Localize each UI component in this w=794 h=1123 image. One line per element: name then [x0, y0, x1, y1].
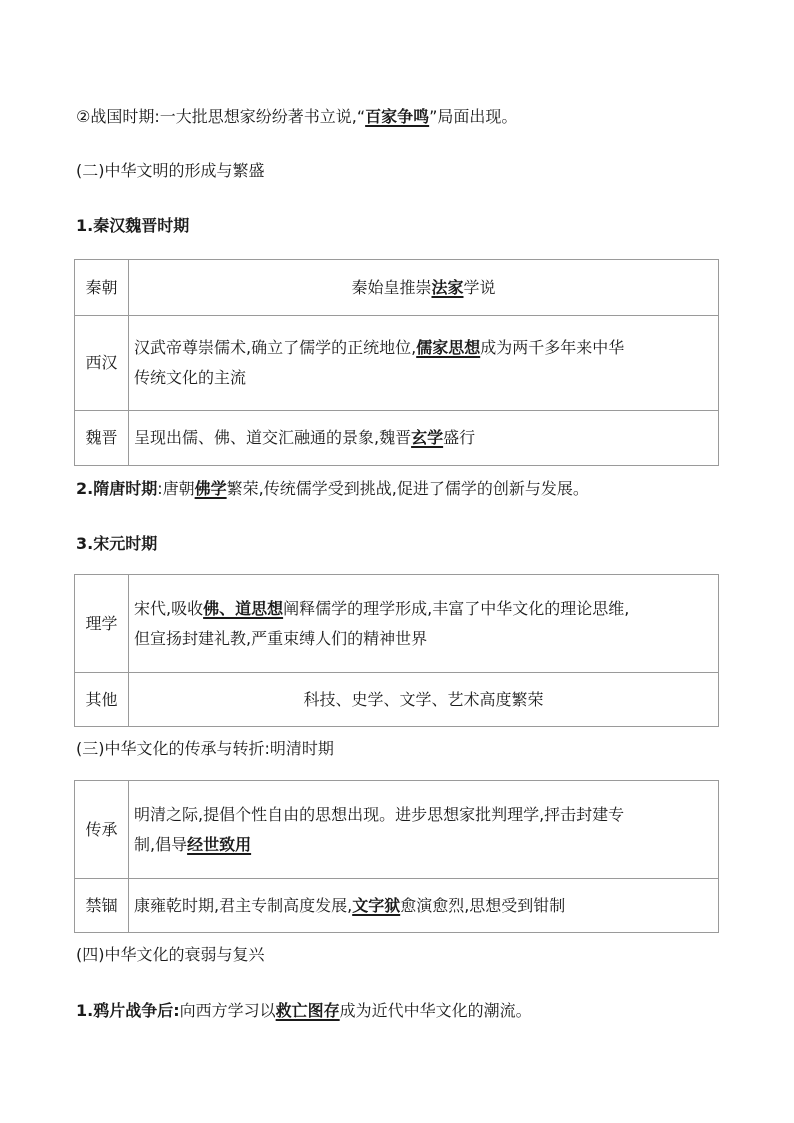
row-content: 宋代,吸收佛、道思想阐释儒学的理学形成,丰富了中华文化的理论思维, 但宣扬封建礼教,严重束缚人们的精神世界 — [129, 575, 719, 673]
keyword: 法家 — [431, 277, 464, 297]
keyword: 佛、道思想 — [203, 598, 284, 618]
table-ming-qing — [74, 780, 719, 933]
row-label: 西汉 — [75, 316, 129, 411]
row-label: 理学 — [75, 575, 129, 673]
paragraph-sui-tang: 2.隋唐时期:唐朝佛学繁荣,传统儒学受到挑战,促进了儒学的创新与发展。 — [76, 479, 589, 498]
row-label: 魏晋 — [75, 411, 129, 466]
heading-qin-han: 1.秦汉魏晋时期 — [76, 216, 190, 235]
table-row — [75, 316, 719, 411]
row-label: 秦朝 — [75, 260, 129, 316]
section-title-3: (三)中华文化的传承与转折:明清时期 — [76, 739, 334, 758]
keyword: 百家争鸣 — [365, 107, 430, 126]
keyword: 文字狱 — [352, 895, 401, 915]
heading-song-yuan: 3.宋元时期 — [76, 534, 158, 553]
row-label: 其他 — [75, 673, 129, 727]
table-qin-han-wei-jin — [74, 259, 719, 466]
table-row — [75, 260, 719, 316]
table-row — [75, 879, 719, 933]
row-content: 秦始皇推崇法家学说 — [129, 260, 719, 316]
section-title-2: (二)中华文明的形成与繁盛 — [76, 161, 265, 180]
table-row — [75, 575, 719, 673]
section-title-4: (四)中华文化的衰弱与复兴 — [76, 945, 265, 964]
keyword: 儒家思想 — [416, 338, 481, 357]
row-content: 康雍乾时期,君主专制高度发展,文字狱愈演愈烈,思想受到钳制 — [129, 879, 719, 933]
table-row — [75, 673, 719, 727]
keyword: 玄学 — [411, 428, 444, 447]
keyword: 经世致用 — [187, 834, 252, 854]
row-content: 呈现出儒、佛、道交汇融通的景象,魏晋玄学盛行 — [129, 411, 719, 466]
table-song-yuan — [74, 574, 719, 727]
table-row — [75, 411, 719, 466]
paragraph-opium-war: 1.鸦片战争后:向西方学习以救亡图存成为近代中华文化的潮流。 — [76, 1001, 532, 1020]
table-row — [75, 781, 719, 879]
paragraph-warring-states: ②战国时期:一大批思想家纷纷著书立说,“百家争鸣”局面出现。 — [76, 107, 518, 126]
row-content: 明清之际,提倡个性自由的思想出现。进步思想家批判理学,抨击封建专 制,倡导经世致用 — [129, 781, 719, 879]
row-label: 禁锢 — [75, 879, 129, 933]
keyword: 救亡图存 — [275, 1001, 340, 1020]
row-label: 传承 — [75, 781, 129, 879]
row-content: 科技、史学、文学、艺术高度繁荣 — [129, 673, 719, 727]
keyword: 佛学 — [194, 479, 227, 498]
row-content: 汉武帝尊崇儒术,确立了儒学的正统地位,儒家思想成为两千多年来中华 传统文化的主流 — [129, 316, 719, 411]
